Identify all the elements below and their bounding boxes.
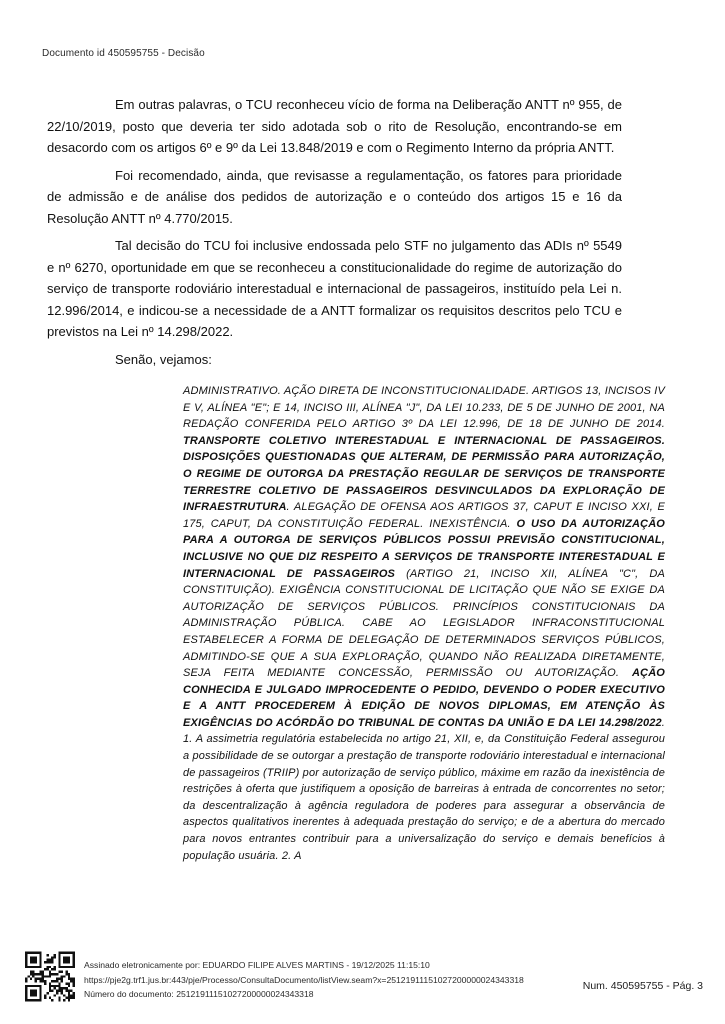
document-id-header: Documento id 450595755 - Decisão — [42, 48, 205, 59]
citation-segment: O USO DA AUTORIZAÇÃO PARA A OUTORGA DE SERVIÇOS PÚBLICOS POSSUI PREVISÃO CONSTITUCIONAL, INCLUSIVE NO QUE DIZ RESPEITO A SERVIÇOS DE TRANSPORTE INTERESTADUAL E INTERNACIONAL DE PASSAGEIROS — [183, 517, 665, 580]
citation-segment: ADMINISTRATIVO. AÇÃO DIRETA DE INCONSTITUCIONALIDADE. ARTIGOS 13, INCISOS IV E V, ALÍNEA "E"; E 14, INCISO III, ALÍNEA "J", DA LEI 10.233, DE 5 DE JUNHO DE 2001, NA REDAÇÃO CONFERIDA PELO ARTIGO 3º DA LEI 12.996, DE 18 DE JUNHO DE 2014. — [183, 385, 665, 431]
page-number-label: Num. 450595755 - Pág. 3 — [582, 980, 703, 992]
citation-segment: AÇÃO CONHECIDA E JULGADO IMPROCEDENTE O PEDIDO, DEVENDO O PODER EXECUTIVO E A ANTT PROCEDEREM À EDIÇÃO DE NOVOS DIPLOMAS, EM ATENÇÃO ÀS EXIGÊNCIAS DO ACÓRDÃO DO TRIBUNAL DE CONTAS DA UNIÃO E DA LEI 14.298/2022 — [183, 667, 665, 729]
paragraph: Tal decisão do TCU foi inclusive endossada pelo STF no julgamento das ADIs nº 5549 e nº 6270, oportunidade em que se reconheceu a constitucionalidade do regime de autorização do serviço de transporte rodoviário interestadual e internacional de passageiros, instituído pela Lei n. 12.996/2014, e indicou-se a necessidade de a ANTT formalizar os requisitos descritos pelo TCU e previstos na Lei nº 14.298/2022. — [47, 238, 622, 339]
qr-code-icon — [25, 948, 75, 1005]
signature-stamp-text — [84, 948, 524, 1002]
citation-block — [183, 383, 665, 864]
lead-in-text: Senão, vejamos: — [115, 351, 212, 367]
document-number: Número do documento: 25121911151027200000024343318 — [84, 989, 314, 999]
document-url: https://pje2g.trf1.jus.br:443/pje/Processo/ConsultaDocumento/listView.seam?x=25121911151027200000024343318 — [84, 974, 524, 985]
signature-stamp — [25, 948, 524, 1005]
citation-segment: . ALEGAÇÃO DE OFENSA AOS ARTIGOS 37, CAPUT E INCISO XXI, E 175, CAPUT, DA CONSTITUIÇÃO FEDERAL. INEXISTÊNCIA. — [183, 501, 665, 530]
citation-segment: TRANSPORTE COLETIVO INTERESTADUAL E INTERNACIONAL DE PASSAGEIROS. DISPOSIÇÕES QUESTIONADAS QUE ALTERAM, DE PERMISSÃO PARA AUTORIZAÇÃO, O REGIME DE OUTORGA DA PRESTAÇÃO REGULAR DE SERVIÇOS DE TRANSPORTE TERRESTRE COLETIVO DE PASSAGEIROS DESVINCULADOS DA EXPLORAÇÃO DE INFRAESTRUTURA — [183, 434, 665, 514]
document-body — [47, 94, 665, 864]
paragraph: Em outras palavras, o TCU reconheceu vício de forma na Deliberação ANTT nº 955, de 22/10/2019, posto que deveria ter sido adotada sob o rito de Resolução, encontrando-se em desacordo com os artigos 6º e 9º da Lei 13.848/2019 e com o Regimento Interno da própria ANTT. — [47, 97, 622, 155]
signature-line: Assinado eletronicamente por: EDUARDO FILIPE ALVES MARTINS - 19/12/2025 11:15:10 — [84, 960, 430, 970]
citation-segment: . 1. A assimetria regulatória estabelecida no artigo 21, XII, e, da Constituição Federal assegurou a possibilidade de se outorgar a prestação de transporte rodoviário interestadual e internacional de passageiros (TRIIP) por autorização de serviço público, máxime em razão da inexistência de restrições à oferta que justifiquem a oposição de barreiras à entrada de concorrentes no setor; da descentralização à agência reguladora de poderes para assegurar a observância de aspectos qualitativos inerentes à adequada prestação do serviço; e de a abertura do mercado para novos entrantes contribuir para a universalização do serviço e demais benefícios à população usuária. 2. A — [183, 716, 665, 862]
citation-segment: (ARTIGO 21, INCISO XII, ALÍNEA "C", DA CONSTITUIÇÃO). EXIGÊNCIA CONSTITUCIONAL DE LICITAÇÃO QUE NÃO SE EXIGE DA AUTORIZAÇÃO DE SERVIÇOS PÚBLICOS. PRINCÍPIOS CONSTITUCIONAIS DA ADMINISTRAÇÃO PÚBLICA. CABE AO LEGISLADOR INFRACONSTITUCIONAL ESTABELECER A FORMA DE DELEGAÇÃO DE DETERMINADOS SERVIÇOS PÚBLICOS, ADMITINDO-SE QUE A SUA EXPLORAÇÃO, QUANDO NÃO REALIZADA DIRETAMENTE, SEJA FEITA MEDIANTE CONCESSÃO, PERMISSÃO OU AUTORIZAÇÃO. — [183, 567, 665, 680]
paragraph: Foi recomendado, ainda, que revisasse a regulamentação, os fatores para prioridade de admissão e de análise dos pedidos de autorização e o conteúdo dos artigos 15 e 16 da Resolução ANTT nº 4.770/2015. — [47, 167, 622, 226]
